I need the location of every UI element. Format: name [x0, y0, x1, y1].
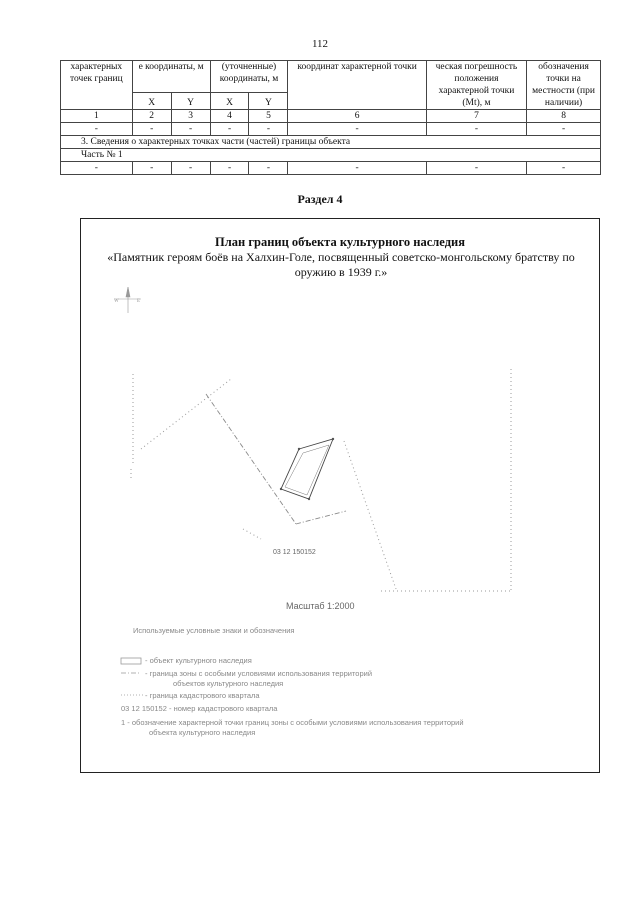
- table-cell: 2: [132, 110, 171, 123]
- scale-label: Масштаб 1:2000: [286, 601, 355, 611]
- table-cell: 1: [61, 110, 133, 123]
- table-cell: -: [288, 123, 426, 136]
- table-cell: -: [171, 162, 210, 175]
- header-cell: ческая погрешность положения характерной точки (Mt), м: [426, 61, 526, 110]
- table-cell: -: [132, 162, 171, 175]
- header-x: X: [132, 93, 171, 110]
- compass-rose: [114, 287, 141, 313]
- legend-item-zone: - граница зоны с особыми условиями использования территорий объектов культурного наследия: [145, 669, 373, 688]
- table-cell: -: [527, 162, 601, 175]
- table-cell: -: [61, 162, 133, 175]
- legend-item-cadastral-number: 03 12 150152 - номер кадастрового квартала: [121, 704, 278, 713]
- plan-title: План границ объекта культурного наследия: [215, 235, 465, 249]
- table-cell: -: [426, 162, 526, 175]
- table-cell: -: [288, 162, 426, 175]
- header-cell: е координаты, м: [132, 61, 210, 93]
- header-y: Y: [171, 93, 210, 110]
- header-x: X: [210, 93, 249, 110]
- page-number: 112: [311, 38, 329, 50]
- cadastral-boundary: [131, 369, 511, 591]
- legend-item-quarter: - граница кадастрового квартала: [145, 691, 260, 700]
- table-cell: -: [210, 162, 249, 175]
- table-cell: -: [132, 123, 171, 136]
- section-row-text: 3. Сведения о характерных точках части (частей) границы объекта: [61, 136, 601, 149]
- table-number-row: [61, 110, 601, 123]
- plan-map: [81, 219, 599, 772]
- table-cell: 6: [288, 110, 426, 123]
- header-cell: обозначения точки на местности (при наличии): [527, 61, 601, 110]
- table-cell: -: [171, 123, 210, 136]
- table-cell: -: [249, 123, 288, 136]
- header-cell: (уточненные) координаты, м: [210, 61, 288, 93]
- header-cell: характерных точек границ: [61, 61, 133, 110]
- table-cell: -: [527, 123, 601, 136]
- table-cell: 7: [426, 110, 526, 123]
- table-cell: 8: [527, 110, 601, 123]
- header-y: Y: [249, 93, 288, 110]
- compass-west-label: W: [114, 299, 119, 304]
- legend-symbols: [121, 658, 143, 695]
- heritage-object: [281, 439, 333, 499]
- table-cell: -: [210, 123, 249, 136]
- table-header-row: [61, 61, 601, 93]
- table-cell: -: [249, 162, 288, 175]
- table-row: [61, 123, 601, 136]
- characteristic-points: [280, 438, 334, 500]
- cadastral-number-label: 03 12 150152: [273, 549, 316, 556]
- table-section-row: [61, 136, 601, 149]
- compass-north-arrow: [126, 287, 130, 297]
- legend-item-object: - объект культурного наследия: [145, 656, 252, 665]
- coordinates-table: [60, 60, 601, 175]
- table-cell: -: [426, 123, 526, 136]
- compass-east-label: E: [137, 299, 141, 304]
- section-heading: Раздел 4: [297, 192, 343, 206]
- table-cell: -: [61, 123, 133, 136]
- table-cell: 5: [249, 110, 288, 123]
- plan-subtitle: «Памятник героям боёв на Халхин-Голе, посвященный советско-монгольскому братству по оружию в 1939 г.»: [107, 250, 575, 279]
- table-cell: 4: [210, 110, 249, 123]
- legend-title: Используемые условные знаки и обозначения: [133, 626, 295, 635]
- part-row-text: Часть № 1: [61, 149, 601, 162]
- legend-object-symbol: [121, 658, 141, 664]
- plan-frame: [80, 218, 600, 773]
- table-row: [61, 162, 601, 175]
- table-cell: 3: [171, 110, 210, 123]
- header-cell: координат характерной точки: [288, 61, 426, 110]
- legend-item-point: 1 - обозначение характерной точки границ зоны с особыми условиями использования территорий объекта культурного наследия: [121, 718, 464, 737]
- table-part-row: [61, 149, 601, 162]
